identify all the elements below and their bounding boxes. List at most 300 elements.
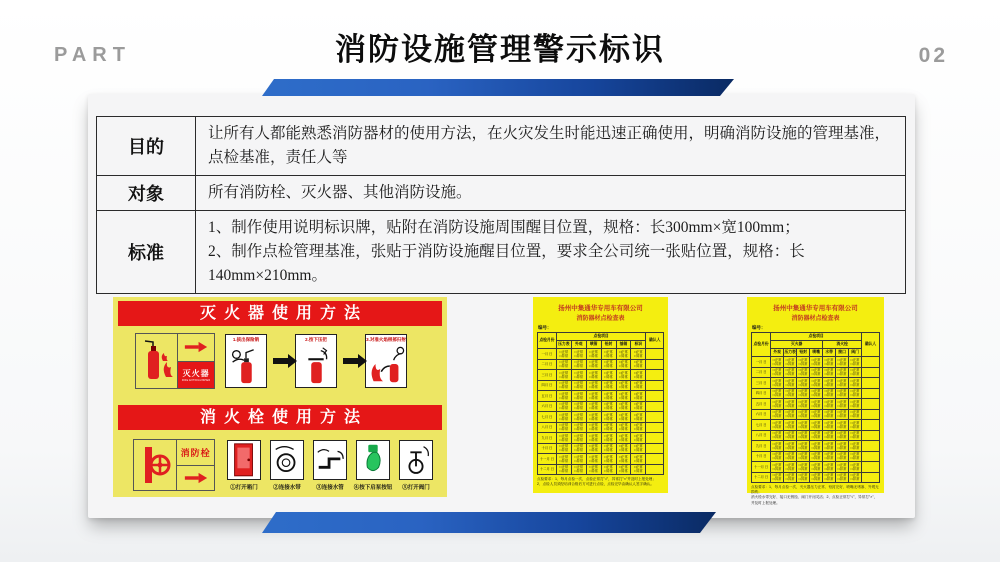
step-caption: 3.对准火焰根部扫射 (366, 337, 406, 342)
check-cell: □正常 □异常 (797, 462, 810, 473)
check-cell: □正常 □异常 (631, 464, 646, 475)
check-cell: □正常 □异常 (849, 388, 862, 399)
month-cell: 三月 日 (538, 370, 557, 381)
check-cell: □正常 □异常 (836, 451, 849, 462)
check-cell: □正常 □异常 (616, 380, 631, 391)
month-cell: 十二月 日 (538, 464, 557, 475)
press-handle-icon (296, 343, 336, 387)
check-cell: □正常 □异常 (556, 422, 571, 433)
check-cell: □正常 □异常 (797, 409, 810, 420)
check-cell: □正常 □异常 (601, 433, 616, 444)
open-cabinet-icon (228, 441, 260, 479)
column-header: 确认人 (862, 333, 880, 357)
check-cell: □正常 □异常 (810, 399, 823, 410)
connect-pipe-icon (314, 441, 346, 479)
check-cell: □正常 □异常 (571, 380, 586, 391)
group-header: 灭火器 (771, 341, 823, 349)
check-cell: □正常 □异常 (771, 409, 784, 420)
check-cell: □正常 □异常 (586, 401, 601, 412)
note-line: 2、点检人员须经培训合格后方可进行点检，点检完毕由确认人签字确认。 (537, 482, 654, 487)
row-value-purpose: 让所有人都能熟悉消防器材的使用方法，在火灾发生时能迅速正确使用，明确消防设施的管理基准，点检基准，责任人等 (196, 117, 906, 176)
check-cell: □正常 □异常 (810, 420, 823, 431)
check-cell: □正常 □异常 (849, 367, 862, 378)
sheet-company-name: 扬州中集通华专用车有限公司 (773, 305, 858, 312)
arrow-right-icon (177, 465, 214, 491)
confirm-cell (862, 430, 880, 441)
check-row (752, 357, 880, 368)
month-cell: 九月 日 (538, 433, 557, 444)
extinguisher-name-plate (178, 362, 214, 389)
content-card (88, 94, 915, 518)
check-cell: □正常 □异常 (823, 462, 836, 473)
check-cell: □正常 □异常 (771, 388, 784, 399)
check-cell: □正常 □异常 (784, 399, 797, 410)
check-cell: □正常 □异常 (784, 367, 797, 378)
check-row (752, 378, 880, 389)
check-cell: □正常 □异常 (771, 420, 784, 431)
confirm-cell (862, 451, 880, 462)
extinguisher-name-en: FIRE EXTINGUISHER (181, 378, 211, 382)
check-cell: □正常 □异常 (631, 370, 646, 381)
item-header: 铅封 (797, 349, 810, 357)
check-cell: □正常 □异常 (784, 409, 797, 420)
group-header: 消火栓 (823, 341, 862, 349)
check-cell: □正常 □异常 (586, 422, 601, 433)
check-cell: □正常 □异常 (823, 441, 836, 452)
check-cell: □正常 □异常 (784, 441, 797, 452)
check-row (752, 462, 880, 473)
check-cell: □正常 □异常 (784, 451, 797, 462)
usage-step (399, 440, 433, 491)
sheet-title: 消防器材点检查表 (576, 316, 625, 322)
confirm-cell (646, 401, 664, 412)
check-cell: □正常 □异常 (810, 430, 823, 441)
check-cell: □正常 □异常 (849, 399, 862, 410)
check-cell: □正常 □异常 (771, 472, 784, 483)
check-cell: □正常 □异常 (823, 367, 836, 378)
check-cell: □正常 □异常 (771, 462, 784, 473)
check-cell: □正常 □异常 (571, 359, 586, 370)
check-cell: □正常 □异常 (616, 349, 631, 360)
check-cell: □正常 □异常 (616, 443, 631, 454)
check-cell: □正常 □异常 (631, 443, 646, 454)
check-cell: □正常 □异常 (601, 359, 616, 370)
check-cell: □正常 □异常 (586, 412, 601, 423)
check-cell: □正常 □异常 (571, 401, 586, 412)
check-cell: □正常 □异常 (631, 422, 646, 433)
column-header: 点检月份 (752, 333, 771, 357)
step-caption: ③连接水管 (316, 484, 344, 491)
check-cell: □正常 □异常 (849, 420, 862, 431)
hydrant-banner: 消火栓使用方法 (118, 405, 442, 430)
connect-hose-icon (271, 441, 303, 479)
check-cell: □正常 □异常 (586, 359, 601, 370)
check-cell: □正常 □异常 (586, 433, 601, 444)
check-row (752, 367, 880, 378)
check-cell: □正常 □异常 (586, 464, 601, 475)
bottom-accent-stripe (262, 512, 716, 533)
item-header: 标识 (631, 341, 646, 349)
column-header: 点检项目 (771, 333, 862, 341)
top-accent-stripe (262, 79, 734, 96)
check-row (752, 399, 880, 410)
note-line: 并及时上报处理。 (751, 500, 780, 505)
month-cell: 五月 日 (538, 391, 557, 402)
check-cell: □正常 □异常 (784, 420, 797, 431)
item-header: 外观 (571, 341, 586, 349)
check-row (538, 401, 664, 412)
note-line: 点检要求：1、每月点检一次，点检正常打"√"，异常打"×"并及时上报处理； (537, 477, 656, 481)
check-table (537, 332, 664, 475)
check-cell: □正常 □异常 (797, 472, 810, 483)
check-cell: □正常 □异常 (571, 391, 586, 402)
month-cell: 八月 日 (752, 430, 771, 441)
check-cell: □正常 □异常 (631, 391, 646, 402)
check-cell: □正常 □异常 (631, 433, 646, 444)
confirm-cell (646, 359, 664, 370)
info-table (96, 116, 906, 294)
check-cell: □正常 □异常 (631, 380, 646, 391)
check-cell: □正常 □异常 (784, 472, 797, 483)
check-row (538, 370, 664, 381)
check-row (538, 349, 664, 360)
check-cell: □正常 □异常 (601, 412, 616, 423)
month-cell: 三月 日 (752, 378, 771, 389)
sheet-number-label: 编号： (752, 325, 766, 330)
check-cell: □正常 □异常 (586, 380, 601, 391)
check-cell: □正常 □异常 (586, 454, 601, 465)
check-cell: □正常 □异常 (556, 349, 571, 360)
standard-item-2: 2、制作点检管理基准，张贴于消防设施醒目位置，要求全公司统一张贴位置，规格：长140mm×210mm。 (208, 243, 805, 285)
check-cell: □正常 □异常 (849, 430, 862, 441)
flow-arrow-icon (343, 358, 359, 364)
check-sheet-1 (533, 297, 668, 493)
check-row (538, 391, 664, 402)
note-line: 消火栓水带完好、接口无锈蚀、阀门开闭灵活；2、点检正常打"√"，异常打"×"， (751, 495, 878, 500)
flow-arrow-icon (273, 358, 289, 364)
check-row (538, 422, 664, 433)
extinguisher-steps (225, 334, 407, 388)
fire-extinguisher-icon (136, 334, 178, 388)
check-cell: □正常 □异常 (586, 443, 601, 454)
check-cell: □正常 □异常 (556, 443, 571, 454)
month-cell: 一月 日 (538, 349, 557, 360)
check-cell: □正常 □异常 (616, 412, 631, 423)
usage-step (270, 440, 304, 491)
check-cell: □正常 □异常 (556, 391, 571, 402)
check-cell: □正常 □异常 (836, 472, 849, 483)
item-header: 插销 (616, 341, 631, 349)
extinguisher-banner: 灭火器使用方法 (118, 301, 442, 326)
page-title: 消防设施管理警示标识 (335, 32, 665, 67)
table-row-standard (97, 211, 906, 294)
check-cell: □正常 □异常 (849, 378, 862, 389)
hydrant-name-label: 消防栓 (180, 447, 211, 458)
step-caption: ⑤打开阀门 (402, 484, 430, 491)
usage-step (353, 440, 393, 491)
check-cell: □正常 □异常 (771, 451, 784, 462)
check-cell: □正常 □异常 (810, 462, 823, 473)
item-header: 阀门 (849, 349, 862, 357)
item-header: 压力表 (556, 341, 571, 349)
check-cell: □正常 □异常 (571, 443, 586, 454)
check-cell: □正常 □异常 (836, 378, 849, 389)
check-cell: □正常 □异常 (784, 357, 797, 368)
check-cell: □正常 □异常 (771, 357, 784, 368)
check-cell: □正常 □异常 (601, 422, 616, 433)
item-header: 铅封 (601, 341, 616, 349)
month-cell: 四月 日 (538, 380, 557, 391)
check-row (752, 451, 880, 462)
check-cell: □正常 □异常 (810, 388, 823, 399)
check-cell: □正常 □异常 (849, 451, 862, 462)
step-caption: ①打开箱门 (230, 484, 258, 491)
sheet-notes (751, 485, 880, 506)
check-cell: □正常 □异常 (771, 367, 784, 378)
check-cell: □正常 □异常 (836, 441, 849, 452)
check-cell: □正常 □异常 (601, 464, 616, 475)
item-header: 喷嘴 (810, 349, 823, 357)
sheet-number-label: 编号： (538, 325, 552, 330)
check-cell: □正常 □异常 (571, 464, 586, 475)
check-cell: □正常 □异常 (810, 409, 823, 420)
check-row (538, 454, 664, 465)
step-caption: ②连接水带 (273, 484, 301, 491)
confirm-cell (646, 349, 664, 360)
check-cell: □正常 □异常 (784, 430, 797, 441)
check-row (752, 409, 880, 420)
check-cell: □正常 □异常 (836, 462, 849, 473)
confirm-cell (862, 367, 880, 378)
check-cell: □正常 □异常 (823, 357, 836, 368)
check-cell: □正常 □异常 (601, 443, 616, 454)
month-cell: 二月 日 (538, 359, 557, 370)
check-cell: □正常 □异常 (823, 472, 836, 483)
check-cell: □正常 □异常 (616, 433, 631, 444)
row-label-object: 对象 (97, 176, 196, 211)
check-cell: □正常 □异常 (571, 422, 586, 433)
check-row (752, 388, 880, 399)
check-cell: □正常 □异常 (571, 349, 586, 360)
column-header: 确认人 (646, 333, 664, 349)
check-cell: □正常 □异常 (556, 359, 571, 370)
item-header: 喷管 (586, 341, 601, 349)
confirm-cell (862, 409, 880, 420)
usage-step (313, 440, 347, 491)
check-cell: □正常 □异常 (823, 388, 836, 399)
check-cell: □正常 □异常 (556, 370, 571, 381)
month-cell: 七月 日 (538, 412, 557, 423)
check-cell: □正常 □异常 (836, 420, 849, 431)
month-cell: 十月 日 (752, 451, 771, 462)
hose-reel-icon (134, 440, 177, 490)
check-cell: □正常 □异常 (601, 349, 616, 360)
check-cell: □正常 □异常 (771, 378, 784, 389)
check-cell: □正常 □异常 (571, 412, 586, 423)
check-cell: □正常 □异常 (771, 441, 784, 452)
confirm-cell (862, 378, 880, 389)
confirm-cell (646, 391, 664, 402)
check-cell: □正常 □异常 (823, 409, 836, 420)
check-cell: □正常 □异常 (836, 430, 849, 441)
check-cell: □正常 □异常 (556, 464, 571, 475)
month-cell: 十一月 日 (752, 462, 771, 473)
check-cell: □正常 □异常 (616, 359, 631, 370)
check-row (538, 380, 664, 391)
confirm-cell (646, 454, 664, 465)
check-row (538, 443, 664, 454)
confirm-cell (862, 388, 880, 399)
check-cell: □正常 □异常 (849, 462, 862, 473)
confirm-cell (646, 443, 664, 454)
check-cell: □正常 □异常 (797, 367, 810, 378)
check-cell: □正常 □异常 (810, 357, 823, 368)
check-cell: □正常 □异常 (571, 433, 586, 444)
check-cell: □正常 □异常 (797, 430, 810, 441)
check-sheet-2 (747, 297, 884, 505)
check-row (538, 464, 664, 475)
check-cell: □正常 □异常 (849, 441, 862, 452)
check-cell: □正常 □异常 (556, 412, 571, 423)
page-number: 02 (918, 44, 948, 67)
check-cell: □正常 □异常 (784, 462, 797, 473)
check-cell: □正常 □异常 (836, 409, 849, 420)
column-header: 点检项目 (556, 333, 645, 341)
check-cell: □正常 □异常 (771, 399, 784, 410)
item-header: 水带 (823, 349, 836, 357)
fire-hydrant-sign (133, 439, 215, 491)
check-row (538, 359, 664, 370)
confirm-cell (646, 422, 664, 433)
check-cell: □正常 □异常 (810, 441, 823, 452)
check-cell: □正常 □异常 (797, 378, 810, 389)
check-cell: □正常 □异常 (797, 357, 810, 368)
check-cell: □正常 □异常 (810, 472, 823, 483)
check-cell: □正常 □异常 (616, 422, 631, 433)
check-cell: □正常 □异常 (836, 399, 849, 410)
part-label: PART (54, 44, 131, 66)
row-value-object: 所有消防栓、灭火器、其他消防设施。 (196, 176, 906, 211)
month-cell: 十月 日 (538, 443, 557, 454)
month-cell: 九月 日 (752, 441, 771, 452)
check-cell: □正常 □异常 (810, 367, 823, 378)
step-caption: ④按下启泵按钮 (353, 484, 393, 491)
check-cell: □正常 □异常 (797, 441, 810, 452)
check-cell: □正常 □异常 (849, 357, 862, 368)
confirm-cell (862, 357, 880, 368)
month-cell: 六月 日 (752, 409, 771, 420)
check-cell: □正常 □异常 (823, 399, 836, 410)
confirm-cell (646, 464, 664, 475)
month-cell: 四月 日 (752, 388, 771, 399)
check-cell: □正常 □异常 (771, 430, 784, 441)
month-cell: 七月 日 (752, 420, 771, 431)
sheet-notes (537, 477, 664, 487)
check-row (752, 472, 880, 483)
extinguisher-usage-section (113, 301, 447, 401)
check-cell: □正常 □异常 (836, 367, 849, 378)
check-cell: □正常 □异常 (616, 370, 631, 381)
check-row (752, 420, 880, 431)
check-cell: □正常 □异常 (601, 391, 616, 402)
month-cell: 二月 日 (752, 367, 771, 378)
row-label-purpose: 目的 (97, 117, 196, 176)
check-row (538, 433, 664, 444)
check-cell: □正常 □异常 (797, 388, 810, 399)
check-cell: □正常 □异常 (601, 370, 616, 381)
check-cell: □正常 □异常 (810, 378, 823, 389)
check-cell: □正常 □异常 (556, 433, 571, 444)
check-cell: □正常 □异常 (823, 451, 836, 462)
check-cell: □正常 □异常 (616, 391, 631, 402)
confirm-cell (646, 433, 664, 444)
table-row-purpose (97, 117, 906, 176)
check-row (752, 430, 880, 441)
standard-item-1: 1、制作使用说明标识牌，贴附在消防设施周围醒目位置，规格：长300mm×宽100mm； (208, 219, 800, 237)
check-cell: □正常 □异常 (601, 380, 616, 391)
check-cell: □正常 □异常 (631, 401, 646, 412)
check-cell: □正常 □异常 (601, 454, 616, 465)
check-cell: □正常 □异常 (823, 420, 836, 431)
hydrant-steps (227, 440, 433, 491)
check-cell: □正常 □异常 (586, 370, 601, 381)
spray-flame-icon (366, 343, 406, 387)
usage-instructions-poster (113, 297, 447, 497)
confirm-cell (862, 462, 880, 473)
row-label-standard: 标准 (97, 211, 196, 294)
check-cell: □正常 □异常 (836, 388, 849, 399)
confirm-cell (646, 380, 664, 391)
confirm-cell (862, 472, 880, 483)
check-cell: □正常 □异常 (631, 454, 646, 465)
check-row (538, 412, 664, 423)
month-cell: 一月 日 (752, 357, 771, 368)
usage-step (225, 334, 267, 388)
item-header: 接口 (836, 349, 849, 357)
sheet-company-name: 扬州中集通华专用车有限公司 (558, 305, 643, 312)
check-cell: □正常 □异常 (616, 401, 631, 412)
check-cell: □正常 □异常 (556, 401, 571, 412)
step-caption: 1.拔出保险销 (232, 337, 260, 342)
column-header: 点检月份 (538, 333, 557, 349)
item-header: 压力表 (784, 349, 797, 357)
check-cell: □正常 □异常 (586, 349, 601, 360)
note-line: 点检要求：1、每月点检一次，灭火器压力正常、铅封完好、喷嘴无堵塞、外观无损伤； (751, 485, 879, 495)
check-cell: □正常 □异常 (571, 454, 586, 465)
check-cell: □正常 □异常 (571, 370, 586, 381)
check-cell: □正常 □异常 (823, 378, 836, 389)
check-cell: □正常 □异常 (631, 412, 646, 423)
month-cell: 十一月 日 (538, 454, 557, 465)
confirm-cell (862, 420, 880, 431)
step-caption: 2.按下压把 (305, 337, 327, 342)
usage-step (365, 334, 407, 388)
check-cell: □正常 □异常 (849, 409, 862, 420)
arrow-right-icon (178, 334, 214, 361)
open-valve-icon (400, 441, 432, 479)
check-cell: □正常 □异常 (849, 472, 862, 483)
check-cell: □正常 □异常 (797, 399, 810, 410)
table-row-object (97, 176, 906, 211)
check-cell: □正常 □异常 (556, 454, 571, 465)
item-header: 外观 (771, 349, 784, 357)
check-row (752, 441, 880, 452)
extinguisher-name-cn: 灭火器 (182, 368, 210, 378)
check-cell: □正常 □异常 (616, 454, 631, 465)
usage-step (227, 440, 261, 491)
hydrant-usage-section (113, 405, 447, 505)
confirm-cell (862, 399, 880, 410)
